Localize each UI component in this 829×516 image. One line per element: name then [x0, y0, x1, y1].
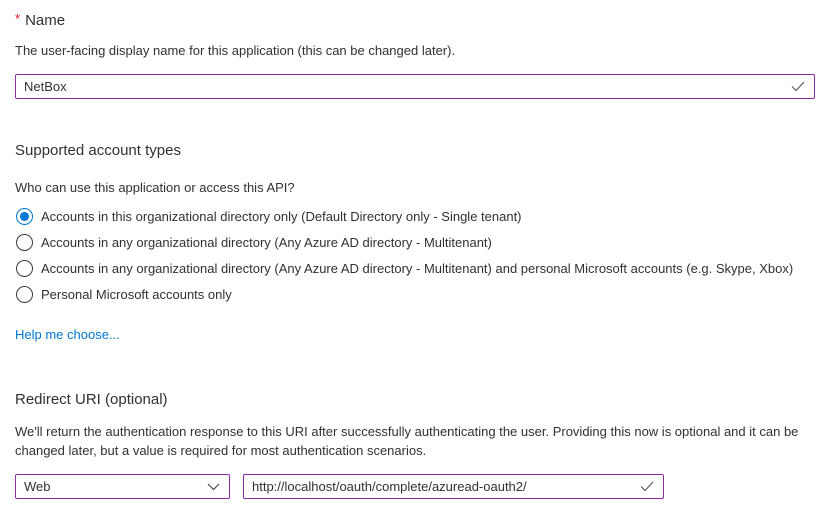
valid-checkmark-icon [640, 481, 654, 492]
chevron-down-icon [207, 483, 220, 491]
supported-account-types-heading: Supported account types [15, 142, 181, 159]
radio-button-icon [16, 260, 33, 277]
platform-select-value: Web [24, 479, 51, 494]
help-me-choose-link[interactable]: Help me choose... [15, 327, 120, 342]
radio-option-multitenant-personal[interactable] [16, 259, 793, 277]
name-label-text: Name [25, 12, 66, 29]
radio-option-multitenant[interactable] [16, 233, 492, 251]
radio-option-label: Personal Microsoft accounts only [41, 286, 232, 302]
radio-option-label: Accounts in any organizational directory (Any Azure AD directory - Multitenant) [41, 234, 492, 250]
name-field-description: The user-facing display name for this application (this can be changed later). [15, 43, 456, 58]
redirect-uri-input-container [243, 474, 664, 499]
radio-button-icon [16, 234, 33, 251]
radio-button-icon [16, 286, 33, 303]
platform-select[interactable] [15, 474, 230, 499]
radio-option-label: Accounts in any organizational directory (Any Azure AD directory - Multitenant) and personal Microsoft accounts (e.g. Skype, Xbox) [41, 260, 794, 276]
radio-option-single-tenant[interactable] [16, 207, 522, 225]
redirect-uri-input[interactable] [244, 475, 640, 498]
account-types-question: Who can use this application or access this API? [15, 180, 295, 195]
required-asterisk: * [15, 11, 21, 26]
valid-checkmark-icon [791, 81, 805, 92]
name-field-label [15, 11, 65, 29]
redirect-uri-description: We'll return the authentication response to this URI after successfully authenticating the user. Providing this now is optional and it can be changed later, but a value is required for most authentication scenarios. [15, 424, 799, 458]
radio-option-label: Accounts in this organizational directory only (Default Directory only - Single tenant) [41, 208, 522, 224]
radio-option-personal-only[interactable] [16, 285, 232, 303]
name-input-container [15, 74, 815, 99]
name-input[interactable] [16, 75, 791, 98]
radio-button-icon [16, 208, 33, 225]
redirect-uri-heading: Redirect URI (optional) [15, 391, 168, 408]
